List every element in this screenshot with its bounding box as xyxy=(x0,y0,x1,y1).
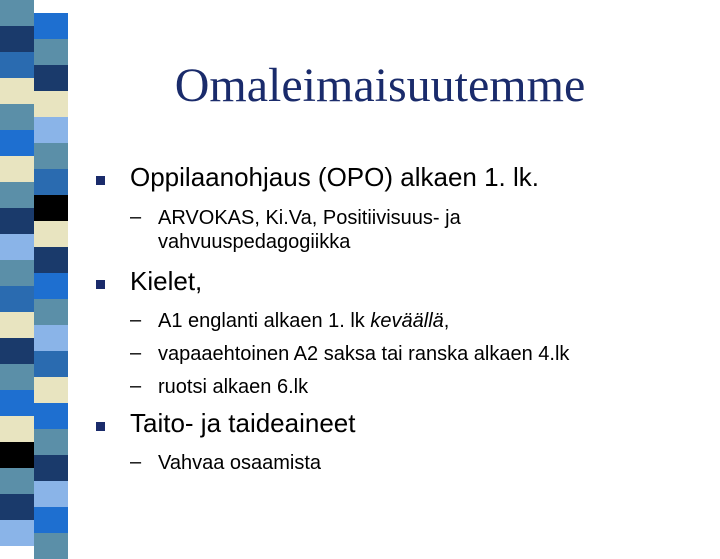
stripe-block xyxy=(0,26,34,52)
stripe-block xyxy=(0,182,34,208)
stripe-block xyxy=(34,325,68,351)
stripe-block xyxy=(34,481,68,507)
stripe-block xyxy=(0,390,34,416)
stripe-block xyxy=(0,234,34,260)
bullet-item-kielet: Kielet, xyxy=(130,266,203,296)
stripe-block xyxy=(0,364,34,390)
stripe-block xyxy=(34,195,68,221)
dash-icon: – xyxy=(130,375,142,397)
stripe-block xyxy=(0,416,34,442)
stripe-block xyxy=(34,169,68,195)
sub-item-a1-text: A1 englanti alkaen 1. lk xyxy=(158,310,371,332)
stripe-block xyxy=(0,286,34,312)
stripe-block xyxy=(34,455,68,481)
stripe-block xyxy=(34,429,68,455)
sub-item-vahvaa: Vahvaa osaamista xyxy=(158,452,322,474)
stripe-block xyxy=(0,0,34,26)
stripe-block xyxy=(0,520,34,546)
stripe-block xyxy=(0,312,34,338)
sub-item-arvokas-line1: ARVOKAS, Ki.Va, Positiivisuus- ja xyxy=(158,207,461,229)
dash-icon: – xyxy=(130,206,142,228)
stripe-block xyxy=(34,403,68,429)
stripe-block xyxy=(34,143,68,169)
stripe-block xyxy=(34,377,68,403)
stripe-block xyxy=(34,507,68,533)
sub-item-arvokas xyxy=(158,206,461,254)
bullet-item-taito: Taito- ja taideaineet xyxy=(130,408,356,438)
dash-icon: – xyxy=(130,342,142,364)
stripe-block xyxy=(34,351,68,377)
stripe-block xyxy=(0,260,34,286)
stripe-block xyxy=(34,117,68,143)
stripe-block xyxy=(0,130,34,156)
bullet-icon xyxy=(96,280,105,289)
dash-icon: – xyxy=(130,309,142,331)
sub-item-a1-suffix: , xyxy=(443,310,450,332)
bullet-icon xyxy=(96,176,105,185)
stripe-block xyxy=(0,442,34,468)
dash-icon: – xyxy=(130,451,142,473)
stripe-block xyxy=(0,208,34,234)
sub-item-a1-italic: keväällä xyxy=(370,310,444,332)
stripe-block xyxy=(0,494,34,520)
stripe-block xyxy=(0,156,34,182)
bullet-icon xyxy=(96,422,105,431)
stripe-block xyxy=(0,338,34,364)
stripe-block xyxy=(34,221,68,247)
stripe-block xyxy=(0,468,34,494)
stripe-block xyxy=(34,273,68,299)
sub-item-a2-kieli: vapaaehtoinen A2 saksa tai ranska alkaen 4.lk xyxy=(158,343,570,365)
stripe-block xyxy=(34,13,68,39)
stripe-block xyxy=(34,299,68,325)
sub-item-ruotsi: ruotsi alkaen 6.lk xyxy=(158,376,309,398)
sub-item-arvokas-line2: vahvuuspedagogiikka xyxy=(158,231,351,253)
stripe-block xyxy=(34,247,68,273)
stripe-block xyxy=(34,533,68,559)
sub-item-a1-englanti xyxy=(158,309,449,333)
bullet-item-opo: Oppilaanohjaus (OPO) alkaen 1. lk. xyxy=(130,162,539,192)
slide-title: Omaleimaisuutemme xyxy=(174,59,586,112)
